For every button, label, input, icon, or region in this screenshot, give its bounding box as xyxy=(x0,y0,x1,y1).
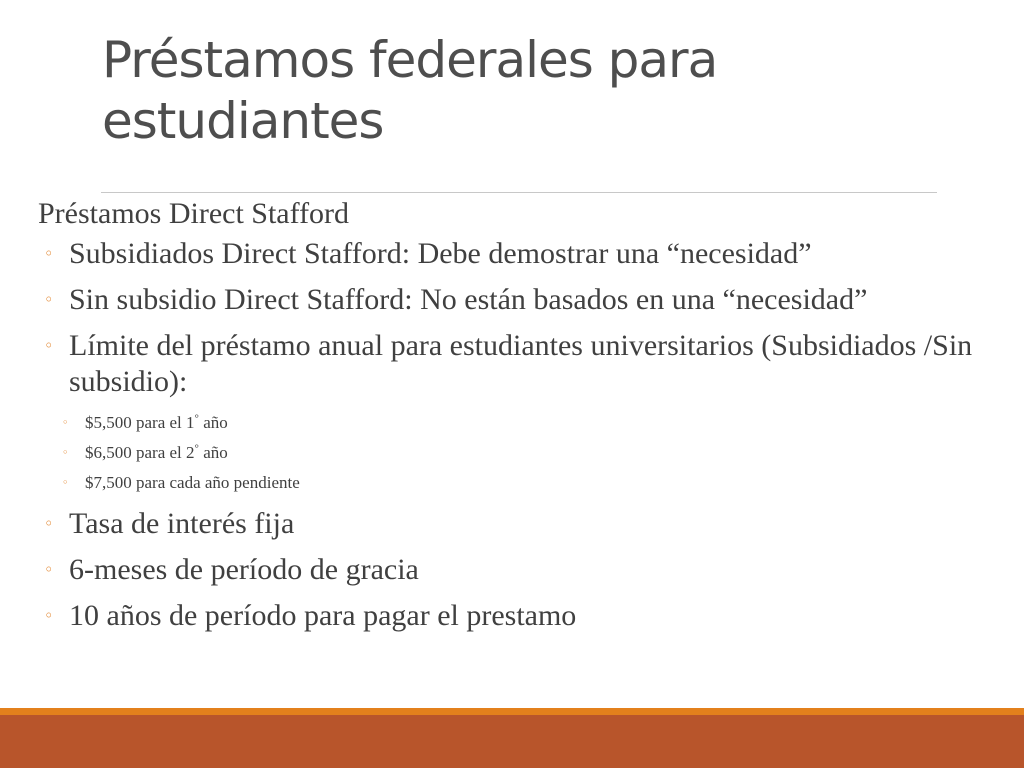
sub-bullet-text: $5,500 para el 1 xyxy=(85,413,195,432)
bullet-text: Sin subsidio Direct Stafford: No están basados en una “necesidad” xyxy=(69,283,868,316)
bullet-text: Tasa de interés fija xyxy=(69,507,295,540)
bullet-grace-period xyxy=(44,552,1013,588)
footer-band xyxy=(0,715,1024,768)
slide-content xyxy=(38,196,1013,644)
sub-bullet-text-end: año xyxy=(198,443,228,462)
bullet-repayment-period xyxy=(44,598,1013,634)
sub-bullet-text: $6,500 para el 2 xyxy=(85,443,195,462)
bullet-marker-icon: ◦ xyxy=(44,606,54,625)
sub-bullet-text: $7,500 para cada año pendiente xyxy=(85,473,300,492)
bullet-annual-limit xyxy=(44,328,1013,400)
bullet-text: 6-meses de período de gracia xyxy=(69,553,419,586)
annual-limit-sublist xyxy=(62,408,1013,498)
sub-bullet-second-year xyxy=(62,438,1013,468)
bullet-text: Subsidiados Direct Stafford: Debe demostrar una “necesidad” xyxy=(69,237,812,270)
ordinal-indicator: ° xyxy=(194,412,199,425)
title-divider xyxy=(101,192,937,193)
bullet-marker-icon: ◦ xyxy=(44,244,54,263)
bullet-fixed-rate xyxy=(44,506,1013,542)
bullet-marker-icon: ◦ xyxy=(44,560,54,579)
bullet-text: Límite del préstamo anual para estudiantes universitarios (Subsidiados /Sin subsidio): xyxy=(69,329,973,398)
bullet-marker-icon: ◦ xyxy=(44,336,54,355)
bullet-text: 10 años de período para pagar el prestamo xyxy=(69,599,577,632)
bullet-marker-icon: ◦ xyxy=(44,290,54,309)
sub-bullet-marker-icon: ◦ xyxy=(62,446,69,459)
sub-bullet-remaining-years xyxy=(62,468,1013,498)
bullet-marker-icon: ◦ xyxy=(44,514,54,533)
sub-bullet-text-end: año xyxy=(198,413,228,432)
sub-bullet-marker-icon: ◦ xyxy=(62,416,69,429)
content-heading: Préstamos Direct Stafford xyxy=(38,197,350,230)
bullet-unsubsidized xyxy=(44,282,1013,318)
slide-title: Préstamos federales para estudiantes xyxy=(102,31,718,150)
sub-bullet-first-year xyxy=(62,408,1013,438)
footer-accent-stripe xyxy=(0,708,1024,715)
ordinal-indicator: ° xyxy=(194,442,199,455)
sub-bullet-marker-icon: ◦ xyxy=(62,476,69,489)
bullet-subsidized xyxy=(44,236,1013,272)
